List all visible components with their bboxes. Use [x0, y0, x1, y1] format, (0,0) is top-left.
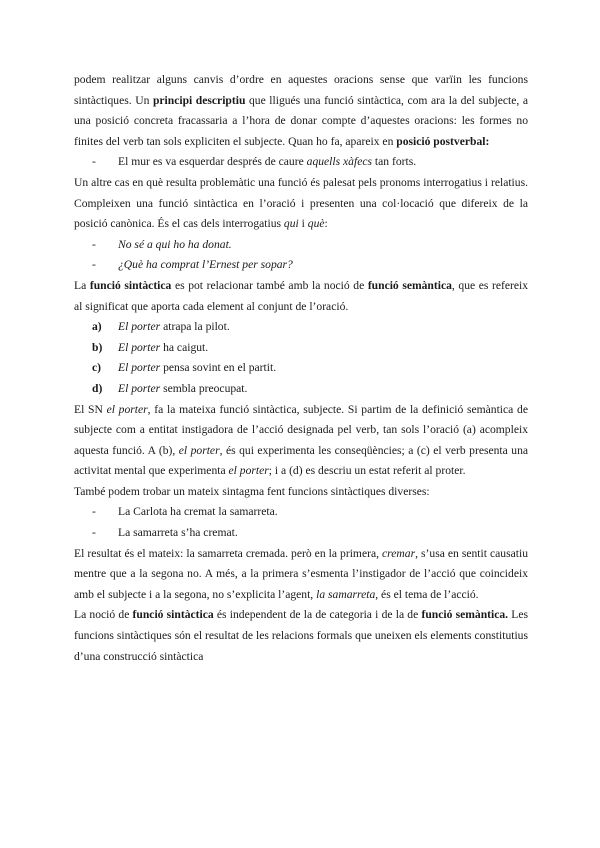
italic-run: què	[307, 217, 325, 231]
text-run: i	[298, 217, 308, 231]
list-item	[74, 255, 528, 276]
paragraph-subject-analysis	[74, 400, 528, 482]
italic-run: el porter	[106, 402, 148, 416]
text-run: ha caigut.	[160, 340, 209, 354]
list-marker: d)	[92, 381, 103, 395]
list-item	[74, 152, 528, 173]
italic-run: el porter	[178, 443, 220, 457]
bold-term: funció sintàctica	[132, 608, 214, 622]
bold-term: posició postverbal:	[396, 134, 490, 148]
list-item	[74, 502, 528, 523]
list-marker: b)	[92, 340, 103, 354]
list-marker: -	[92, 155, 96, 169]
italic-run: El porter	[118, 340, 161, 354]
text-run: La samarreta s’ha cremat.	[118, 526, 238, 540]
list-item	[74, 379, 528, 400]
bold-term: funció semàntica.	[421, 608, 509, 622]
italic-run: el porter	[228, 464, 269, 478]
text-run: que lligués una funció sintàctica, com ara la del subjecte, a una posició concreta fracassaria a l’hora de donar compte d’aquestes oracions: les formes no finites del verb tan sols expliciten el subjecte. Quan ho fa, apareix en	[74, 93, 528, 148]
text-run: , que es refereix al significat que aporta cada element al conjunt de l’oració.	[74, 278, 529, 313]
italic-run: El porter	[118, 320, 161, 334]
paragraph-conclusion	[74, 605, 528, 667]
text-run: atrapa la pilot.	[160, 320, 230, 334]
italic-run: la samarreta	[316, 587, 376, 601]
list-item	[74, 338, 528, 359]
text-run: El SN	[74, 402, 107, 416]
list-item	[74, 523, 528, 544]
text-run: sembla preocupat.	[160, 381, 248, 395]
text-run: ; i a (d) es descriu un estat referit al proter.	[268, 464, 466, 478]
list-item	[74, 317, 528, 338]
text-run: La noció de	[74, 608, 133, 622]
list-marker: -	[92, 526, 96, 540]
list-item	[74, 235, 528, 256]
italic-run: aquells xàfecs	[306, 155, 372, 169]
text-run: La	[74, 278, 90, 292]
text-run: podem realitzar alguns canvis d’ordre en aquestes oracions sense que varïin les funcions sintàctiques. Un	[74, 73, 528, 107]
text-run: Un altre cas en què resulta problemàtic una funció és palesat pels pronoms interrogatius i relatius. Compleixen una funció sintàctica en l’oració i presenten una col·locació que difereix de la posició canònica. És el cas dels interrogatius	[74, 175, 528, 231]
list-item	[74, 358, 528, 379]
paragraph-same-phrase	[74, 482, 528, 503]
text-run: També podem trobar un mateix sintagma fent funcions sintàctiques diverses:	[74, 484, 430, 498]
text-run: es pot relacionar també amb la noció de	[171, 278, 368, 292]
italic-run: No sé a qui ho ha donat.	[118, 237, 232, 251]
text-run: El resultat és el mateix: la samarreta cremada. però en la primera,	[74, 546, 383, 560]
text-run: , és el tema de l’acció.	[375, 587, 479, 601]
text-run: tan forts.	[372, 155, 417, 169]
paragraph-word-order	[74, 70, 528, 152]
text-run: , s’usa en sentit causatiu mentre que a la segona no. A més, a la primera s’esmenta l’instigador de l’acció que coincideix amb el subjecte i a la segona, no s’explicita l’agent,	[74, 546, 528, 601]
document-page	[74, 70, 528, 667]
list-marker: c)	[92, 361, 102, 375]
list-marker: -	[92, 237, 96, 251]
italic-run: El porter	[118, 361, 161, 375]
text-run: Les funcions sintàctiques són el resultat de les relacions formals que uneixen els elements constitutius d’una construcció sintàctica	[74, 608, 529, 663]
text-run: La Carlota ha cremat la samarreta.	[118, 505, 278, 519]
list-marker: -	[92, 258, 96, 272]
italic-run: El porter	[118, 381, 161, 395]
text-run: pensa sovint en el partit.	[160, 361, 277, 375]
italic-run: cremar	[382, 546, 416, 560]
bold-term: principi descriptiu	[152, 93, 246, 107]
bold-term: funció semàntica	[367, 278, 452, 292]
list-marker: a)	[92, 320, 102, 334]
list-marker: -	[92, 505, 96, 519]
text-run: :	[324, 217, 328, 231]
italic-run: qui	[283, 217, 299, 231]
italic-run: ¿Què ha comprat l’Ernest per sopar?	[118, 258, 293, 272]
text-run: és independent de la de categoria i de la de	[213, 608, 422, 622]
bold-term: funció sintàctica	[89, 278, 172, 292]
text-run: , fa la mateixa funció sintàctica, subjecte. Si partim de la definició semàntica de subjecte com a entitat instigadora de l’acció designada pel verb, tan sols l’oració (a) acompleix aquesta funció. A (b),	[74, 402, 528, 457]
text-run: El mur es va esquerdar després de caure	[118, 155, 307, 169]
paragraph-result	[74, 544, 528, 606]
text-run: , és qui experimenta les conseqüències; a (c) el verb presenta una activitat mental que experimenta	[74, 443, 529, 478]
paragraph-semantic-function	[74, 276, 528, 317]
paragraph-interrogatives	[74, 173, 528, 235]
